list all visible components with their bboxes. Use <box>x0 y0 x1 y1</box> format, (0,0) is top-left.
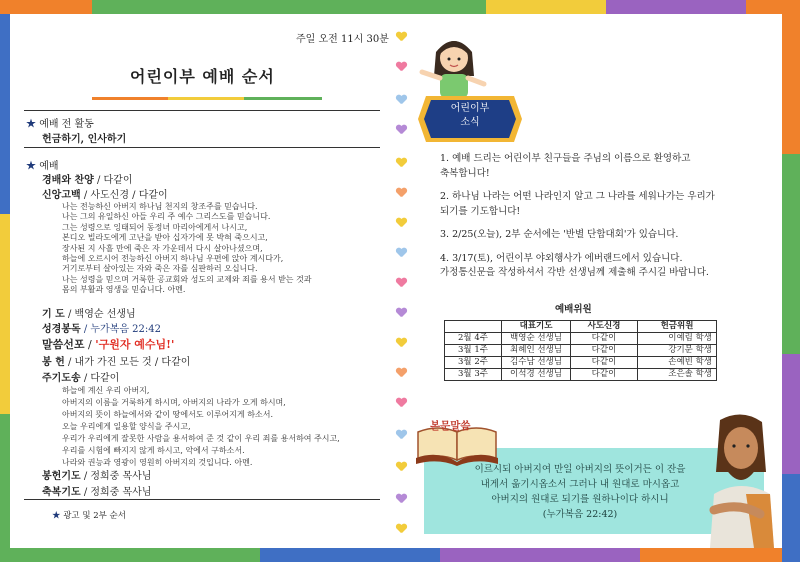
order-creed: 신앙고백 / 사도신경 / 다같이 <box>42 190 168 201</box>
heart-icon <box>396 524 407 535</box>
table-header-row: 대표기도 사도신경 헌금위원 <box>445 321 717 333</box>
heart-icon <box>396 188 407 199</box>
table-row: 3월 1주 최혜인 선생님 다같이 강기문 학생 <box>445 345 717 357</box>
order-prayer: 기 도 / 백영순 선생님 <box>42 309 136 320</box>
lords-prayer-text: 하늘에 계신 우리 아버지, 아버지의 이름을 거룩하게 하시며, 아버지의 나라가 오게 하시며, 아버지의 뜻이 하늘에서와 같이 땅에서도 이루어지게 하소서. 오늘 우리에게 일용할 양식을 주시고, 우리가 우리에게 잘못한 사람을 용서하여 준 것 같이 우리 죄를 용서하여 주시고, 우리를 시험에 빠지지 않게 하시고, 악에서 구하소서. 나라와 권능과 영광이 영원히 아버지의 것입니다. 아멘. <box>62 386 340 467</box>
order-lords-prayer: 주기도송 / 다같이 <box>42 373 120 384</box>
heart-icon <box>396 158 407 169</box>
worship-heading: ★ 예배 <box>26 161 59 172</box>
heart-icon <box>396 430 407 441</box>
creed-text: 나는 전능하신 아버지 하나님 천지의 창조주를 믿습니다. 나는 그의 유일하신 아들 우리 주 예수 그리스도를 믿습니다. 그는 성령으로 잉태되어 동정녀 마리아에게서 나시고, 본디오 빌라도에게 고난을 받아 십자가에 못 박혀 죽으시고, 장사된 지 사흘 만에 죽은 자 가운데서 다시 살아나셨으며, 하늘에 오르시어 전능하신 아버지 하나님 우편에 앉아 계시다가, 거기로부터 살아있는 자와 죽은 자를 심판하러 오십니다. 나는 성령을 믿으며 거룩한 공교회와 성도의 교제와 죄를 용서 받는 것과 몸의 부활과 영생을 믿습니다. 아멘. <box>62 202 312 295</box>
table-row: 3월 3주 이석경 선생님 다같이 조은솔 학생 <box>445 369 717 381</box>
service-time: 주일 오전 11시 30분 <box>296 34 389 45</box>
sermon-title: '구원자 예수님!' <box>95 338 175 351</box>
order-sermon: 말씀선포 / '구원자 예수님!' <box>42 338 175 351</box>
heart-icon <box>396 462 407 473</box>
divider <box>24 110 380 111</box>
order-praise: 경배와 찬양 / 다같이 <box>42 175 133 186</box>
news-item: 1. 예배 드리는 어린이부 친구들을 주님의 이름으로 환영하고 축복합니다! <box>440 153 691 179</box>
table-row: 2월 4주 백영순 선생님 다같이 이예림 학생 <box>445 333 717 345</box>
heart-icon <box>396 125 407 136</box>
heart-icon <box>396 398 407 409</box>
news-list <box>440 152 715 281</box>
divider <box>24 147 380 148</box>
order-offering: 봉 헌 / 내가 가진 모든 것 / 다같이 <box>42 357 191 368</box>
heart-icon <box>396 494 407 505</box>
news-item: 4. 3/17(토), 어린이부 야외행사가 에버랜드에서 있습니다. 가정통신문을 작성하셔서 각반 선생님께 제출해 주시길 바랍니다. <box>440 252 709 278</box>
heart-icon <box>396 218 407 229</box>
title-underline <box>92 97 322 100</box>
footnote: ★ 광고 및 2부 순서 <box>52 511 126 521</box>
heart-icon <box>396 278 407 289</box>
duty-table <box>444 320 717 381</box>
duty-title: 예배위원 <box>555 304 592 315</box>
page-title: 어린이부 예배 순서 <box>130 67 275 86</box>
news-item: 3. 2/25(오늘), 2부 순서에는 '반별 단합대회'가 있습니다. <box>440 229 679 240</box>
order-offering-prayer: 봉헌기도 / 정희중 목사님 <box>42 471 152 482</box>
table-row: 3월 2주 김수남 선생님 다같이 손예빈 학생 <box>445 357 717 369</box>
heart-icon <box>396 32 407 43</box>
verse-label: 본문말씀 <box>430 420 471 432</box>
verse-text: 이르시되 아버지여 만일 아버지의 뜻이거든 이 잔을 내게서 옮기시옵소서 그러나 내 원대로 마시옵고 아버지의 원대로 되기를 원하나이다 하시니 (누가복음 22:42) <box>474 464 686 520</box>
heart-icon <box>396 308 407 319</box>
order-benediction: 축복기도 / 정희중 목사님 <box>42 487 152 498</box>
heart-icon <box>396 62 407 73</box>
heart-icon <box>396 368 407 379</box>
heart-icon <box>396 248 407 259</box>
order-reading: 성경봉독 / 누가복음 22:42 <box>42 324 162 335</box>
heart-icon <box>396 95 407 106</box>
pre-worship-heading: ★ 예배 전 활동 <box>26 119 94 130</box>
divider <box>24 499 380 500</box>
news-item: 2. 하나님 나라는 어떤 나라인지 알고 그 나라를 세워나가는 우리가 되기를 기도합니다! <box>440 191 715 217</box>
pre-worship-content: 헌금하기, 인사하기 <box>42 134 127 145</box>
heart-icon <box>396 338 407 349</box>
news-badge-label: 어린이부 소식 <box>450 103 490 128</box>
